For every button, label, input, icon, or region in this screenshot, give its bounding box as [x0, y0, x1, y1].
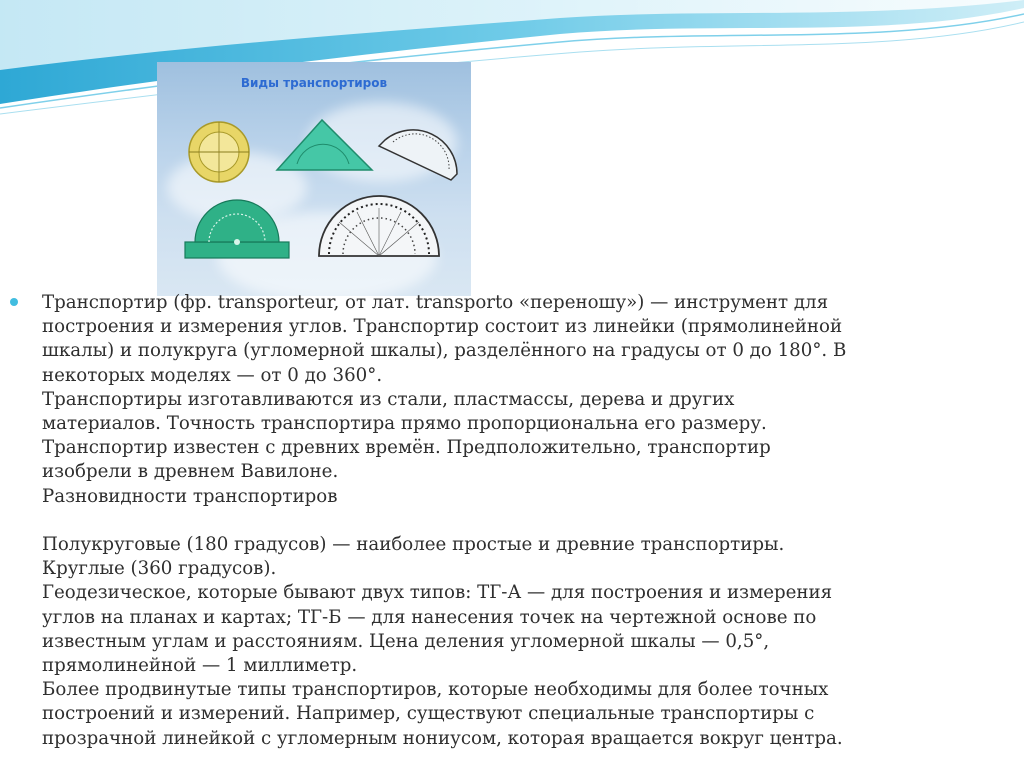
text-line: Более продвинутые типы транспортиров, которые необходимы для более точных: [42, 679, 829, 701]
yellow-round-protractor: [189, 122, 249, 182]
text-line: некоторых моделях — от 0 до 360°.: [42, 364, 383, 386]
green-half-protractor: [185, 200, 289, 258]
text-line: прозрачной линейкой с угломерным нониусом, которая вращается вокруг центра.: [42, 727, 843, 749]
text-line: материалов. Точность транспортира прямо пропорциональна его размеру.: [42, 413, 767, 435]
image-title: Виды транспортиров: [240, 76, 388, 90]
green-triangle-protractor: [277, 120, 372, 170]
text-line: прямолинейной — 1 миллиметр.: [42, 655, 358, 677]
body-text: [42, 291, 1017, 751]
text-line: углов на планах и картах; ТГ-Б — для нанесения точек на чертежной основе по: [42, 606, 817, 628]
text-line: известным углам и расстояниям. Цена деления угломерной шкалы — 0,5°,: [42, 630, 770, 652]
header-wave-decoration: [0, 0, 1024, 120]
clear-large-half-protractor: [319, 196, 439, 256]
text-line: построений и измерений. Например, существуют специальные транспортиры с: [42, 703, 815, 725]
clear-half-protractor: [379, 130, 457, 180]
section-heading: Разновидности транспортиров: [42, 485, 338, 507]
text-line: Транспортир (фр. transporteur, от лат. transporto «переношу») — инструмент для: [42, 292, 829, 313]
text-line: Транспортир известен с древних времён. Предположительно, транспортир: [42, 437, 771, 459]
text-line: изобрели в древнем Вавилоне.: [42, 461, 339, 483]
text-line: Транспортиры изготавливаются из стали, пластмассы, дерева и других: [42, 388, 735, 410]
text-line: Полукруговые (180 градусов) — наиболее простые и древние транспортиры.: [42, 534, 785, 556]
text-line: шкалы) и полукруга (угломерной шкалы), разделённого на градусы от 0 до 180°. В: [42, 340, 847, 362]
blank-line: [42, 509, 1017, 533]
text-line: Круглые (360 градусов).: [42, 558, 277, 580]
protractor-types-image: [157, 62, 471, 296]
text-line: Геодезическое, которые бывают двух типов: ТГ-А — для построения и измерения: [42, 582, 833, 604]
text-line: построения и измерения углов. Транспортир состоит из линейки (прямолинейной: [42, 316, 843, 338]
bullet-icon: [10, 298, 18, 306]
